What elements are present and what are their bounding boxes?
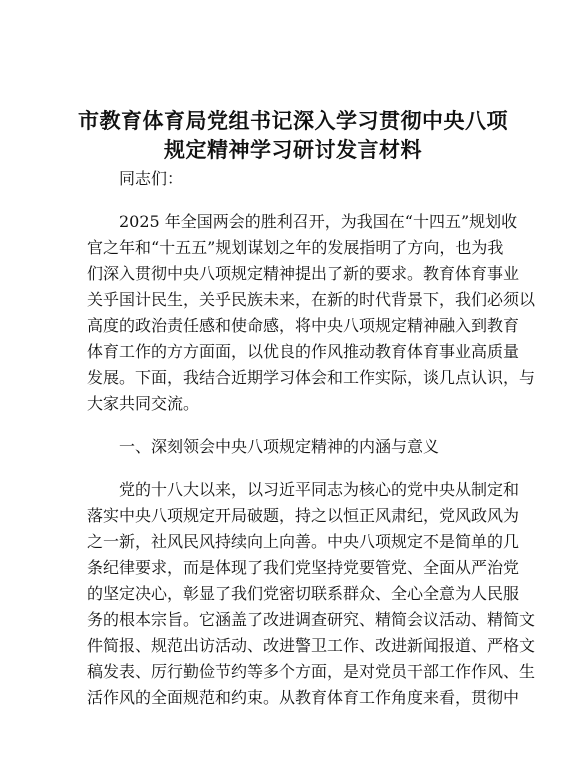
paragraph-section-1 <box>87 477 536 711</box>
paragraph-line: 大家共同交流。 <box>87 394 200 413</box>
greeting: 同志们： <box>119 169 184 188</box>
paragraph-line: 稿发表、厉行勤俭节约等多个方面，是对党员干部工作作风、生 <box>87 662 536 681</box>
paragraph-intro <box>87 209 536 417</box>
paragraph-line: 党的十八大以来，以习近平同志为核心的党中央从制定和 <box>119 480 520 499</box>
document-body <box>87 166 536 728</box>
paragraph-line: 的坚定决心，彰显了我们党密切联系群众、全心全意为人民服 <box>87 584 520 603</box>
paragraph-line: 关乎国计民生，关乎民族未来，在新的时代背景下，我们必须以 <box>87 290 536 309</box>
paragraph-line: 务的根本宗旨。它涵盖了改进调查研究、精简会议活动、精简文 <box>87 610 536 629</box>
paragraph-line: 官之年和“十五五”规划谋划之年的发展指明了方向，也为我 <box>87 238 504 257</box>
paragraph-line: 发展。下面，我结合近期学习体会和工作实际，谈几点认识，与 <box>87 368 536 387</box>
paragraph-line: 们深入贯彻中央八项规定精神提出了新的要求。教育体育事业 <box>87 264 520 283</box>
paragraph-line: 条纪律要求，而是体现了我们党坚持党要管党、全面从严治党 <box>87 558 520 577</box>
paragraph-line: 落实中央八项规定开局破题，持之以恒正风肃纪，党风政风为 <box>87 506 520 525</box>
paragraph-line: 高度的政治责任感和使命感，将中央八项规定精神融入到教育 <box>87 316 520 335</box>
paragraph-line: 体育工作的方方面面，以优良的作风推动教育体育事业高质量 <box>87 342 520 361</box>
title-line: 规定精神学习研讨发言材料 <box>164 137 422 162</box>
paragraph-line: 2025 年全国两会的胜利召开，为我国在“十四五”规划收 <box>119 212 518 231</box>
paragraph-line: 之一新，社风民风持续向上向善。中央八项规定不是简单的几 <box>87 532 520 551</box>
paragraph-line: 活作风的全面规范和约束。从教育体育工作角度来看，贯彻中 <box>87 688 520 707</box>
title-line: 市教育体育局党组书记深入学习贯彻中央八项 <box>78 108 508 133</box>
paragraph-line: 件简报、规范出访活动、改进警卫工作、改进新闻报道、严格文 <box>87 636 536 655</box>
section-heading: 一、深刻领会中央八项规定精神的内涵与意义 <box>119 437 440 456</box>
document-title <box>60 106 526 164</box>
